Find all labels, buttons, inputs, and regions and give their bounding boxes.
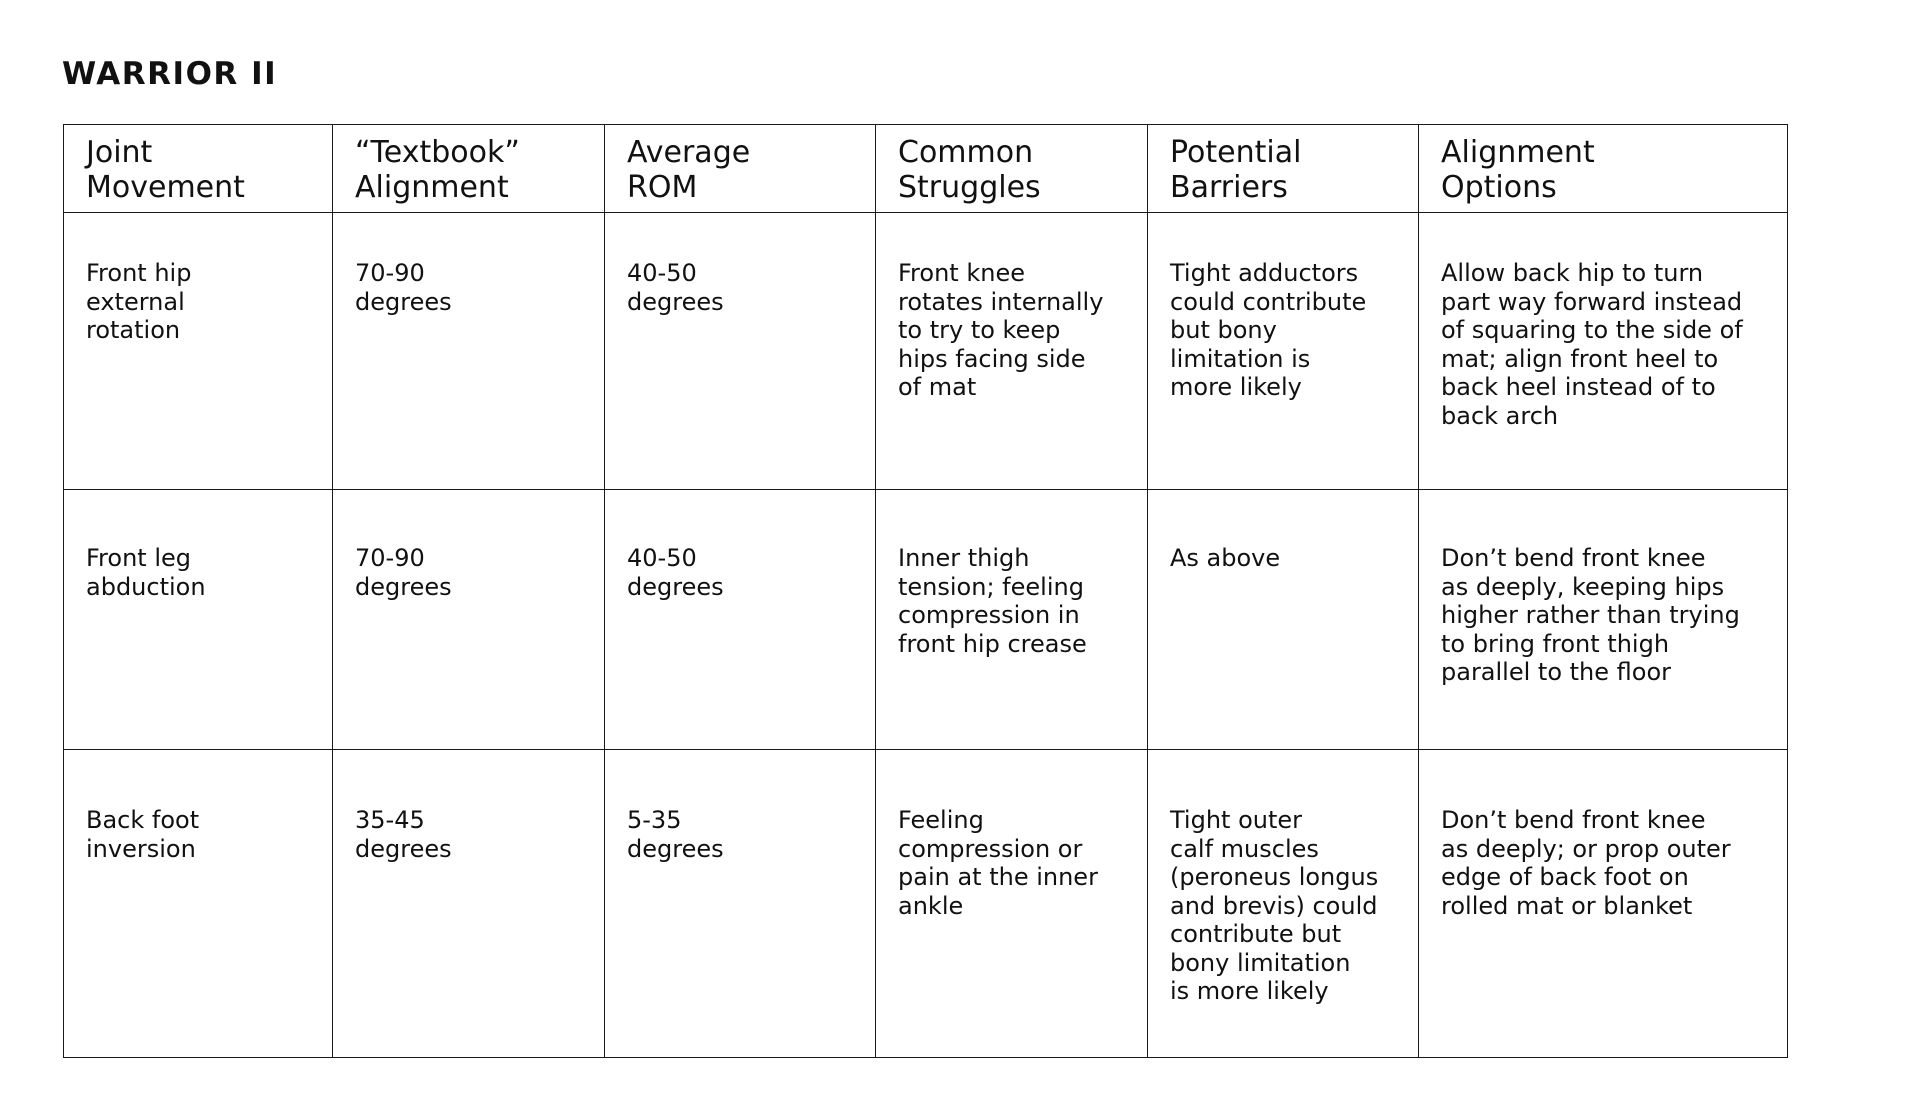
cell-common-struggles: Front knee rotates internally to try to keep hips facing side of mat bbox=[876, 213, 1148, 490]
warrior-ii-alignment-table bbox=[63, 124, 1788, 1058]
header-textbook-alignment: “Textbook” Alignment bbox=[333, 125, 605, 213]
cell-potential-barriers: Tight adductors could contribute but bony limitation is more likely bbox=[1148, 213, 1419, 490]
cell-common-struggles: Feeling compression or pain at the inner ankle bbox=[876, 750, 1148, 1058]
cell-average-rom: 5-35 degrees bbox=[605, 750, 876, 1058]
cell-textbook-alignment: 35-45 degrees bbox=[333, 750, 605, 1058]
table-header-row bbox=[64, 125, 1788, 213]
table-row bbox=[64, 750, 1788, 1058]
cell-alignment-options: Don’t bend front knee as deeply, keeping hips higher rather than trying to bring front thigh parallel to the floor bbox=[1419, 490, 1788, 750]
header-alignment-options: Alignment Options bbox=[1419, 125, 1788, 213]
header-joint-movement: Joint Movement bbox=[64, 125, 333, 213]
cell-alignment-options: Allow back hip to turn part way forward instead of squaring to the side of mat; align front heel to back heel instead of to back arch bbox=[1419, 213, 1788, 490]
header-potential-barriers: Potential Barriers bbox=[1148, 125, 1419, 213]
cell-textbook-alignment: 70-90 degrees bbox=[333, 213, 605, 490]
header-common-struggles: Common Struggles bbox=[876, 125, 1148, 213]
cell-joint-movement: Front leg abduction bbox=[64, 490, 333, 750]
cell-average-rom: 40-50 degrees bbox=[605, 490, 876, 750]
cell-joint-movement: Back foot inversion bbox=[64, 750, 333, 1058]
cell-average-rom: 40-50 degrees bbox=[605, 213, 876, 490]
cell-joint-movement: Front hip external rotation bbox=[64, 213, 333, 490]
cell-alignment-options: Don’t bend front knee as deeply; or prop outer edge of back foot on rolled mat or blanket bbox=[1419, 750, 1788, 1058]
cell-potential-barriers: Tight outer calf muscles (peroneus longus and brevis) could contribute but bony limitation is more likely bbox=[1148, 750, 1419, 1058]
table-row bbox=[64, 490, 1788, 750]
table-row bbox=[64, 213, 1788, 490]
cell-textbook-alignment: 70-90 degrees bbox=[333, 490, 605, 750]
cell-common-struggles: Inner thigh tension; feeling compression in front hip crease bbox=[876, 490, 1148, 750]
header-average-rom: Average ROM bbox=[605, 125, 876, 213]
page-title: WARRIOR II bbox=[62, 56, 278, 92]
cell-potential-barriers: As above bbox=[1148, 490, 1419, 750]
